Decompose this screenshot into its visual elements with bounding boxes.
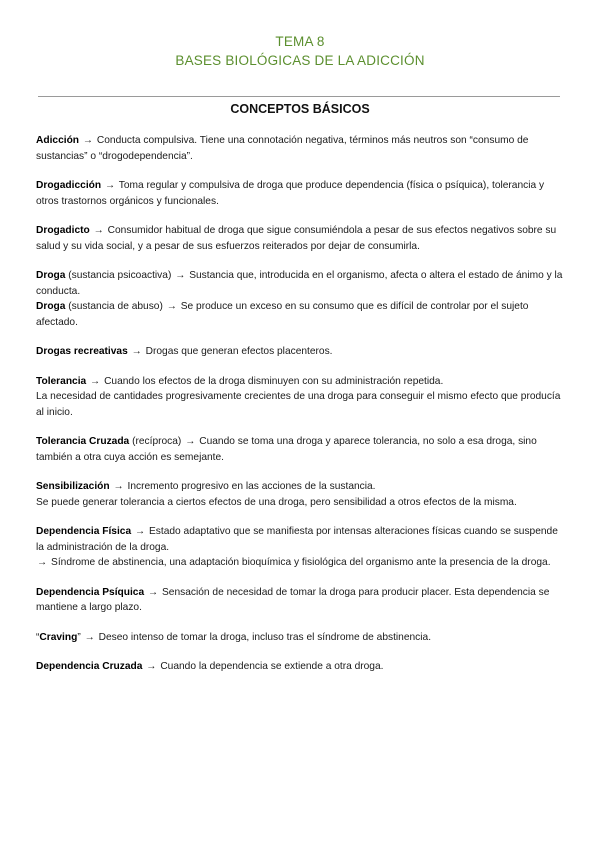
concept-term: Drogadicción: [36, 180, 102, 191]
concept-definition: [36, 223, 566, 254]
concept-term: Droga: [36, 270, 66, 281]
arrow-icon: →: [147, 586, 159, 598]
concept-definition: [36, 268, 566, 299]
concept-definition: [36, 434, 566, 465]
concept-term: Adicción: [36, 135, 80, 146]
concept-drogadicto: [36, 223, 566, 254]
concept-definition: [36, 133, 566, 164]
concept-extra-text: Síndrome de abstinencia, una adaptación bioquímica y fisiológica del organismo ante la presencia de la droga.: [51, 557, 551, 568]
concept-extra: [36, 555, 566, 571]
arrow-icon: →: [93, 225, 104, 236]
concept-droga: [36, 268, 566, 330]
arrow-icon: →: [37, 557, 48, 568]
quote-open: “: [36, 631, 40, 643]
concept-term: Droga: [36, 301, 66, 312]
concept-drogadiccion: [36, 178, 566, 209]
concept-qualifier: (recíproca): [132, 436, 182, 447]
concept-qualifier: (sustancia psicoactiva): [68, 270, 172, 281]
concept-term: Dependencia Física: [36, 526, 132, 537]
concept-term: Sensibilización: [36, 481, 110, 492]
concept-definition: [36, 630, 566, 646]
topic-title: BASES BIOLÓGICAS DE LA ADICCIÓN: [175, 53, 425, 68]
concept-tolerancia-cruzada: [36, 434, 566, 465]
concept-term: Tolerancia Cruzada: [36, 436, 130, 447]
concept-text: Consumidor habitual de droga que sigue consumiéndola a pesar de sus efectos negativos sobre su salud y su vida social, y a pesar de sus esfuerzos reiterados por dejar de consumirla.: [36, 225, 557, 252]
concept-term: Drogas recreativas: [36, 346, 128, 357]
concept-text: Se produce un exceso en su consumo que es difícil de controlar por el sujeto afectado.: [36, 301, 529, 328]
concept-extra: Se puede generar tolerancia a ciertos efectos de una droga, pero sensibilidad a otros efectos de la misma.: [36, 496, 517, 508]
concept-definition-2: [36, 299, 566, 330]
arrow-icon: →: [146, 661, 157, 672]
concept-dependencia-fisica: [36, 524, 566, 571]
concept-craving: [36, 630, 566, 646]
concept-definition: [36, 585, 566, 616]
concept-definition: [36, 374, 566, 390]
concept-extra: La necesidad de cantidades progresivamente crecientes de una droga para conseguir el mismo efecto que producía al inicio.: [36, 391, 561, 418]
arrow-icon: →: [175, 270, 186, 281]
arrow-icon: →: [84, 631, 95, 643]
concept-adiccion: [36, 133, 566, 164]
concept-term: Dependencia Psíquica: [36, 586, 145, 598]
concept-definition: [36, 524, 566, 555]
concept-term: Tolerancia: [36, 375, 87, 387]
concept-text: Conducta compulsiva. Tiene una connotación negativa, términos más neutros son “consumo de sustancias” o “drogodependencia”.: [36, 135, 529, 162]
concept-qualifier: (sustancia de abuso): [68, 301, 163, 312]
concept-dependencia-cruzada: [36, 659, 566, 675]
concept-term: Drogadicto: [36, 225, 90, 236]
arrow-icon: →: [82, 135, 94, 146]
concept-text: Sustancia que, introducida en el organismo, afecta o altera el estado de ánimo y la conducta.: [36, 270, 563, 297]
concept-text: Drogas que generan efectos placenteros.: [145, 346, 333, 357]
concept-text: Toma regular y compulsiva de droga que produce dependencia (física o psíquica), tolerancia y otros trastornos orgánicos y funcionales.: [36, 180, 545, 207]
concept-text: Cuando la dependencia se extiende a otra droga.: [160, 661, 384, 672]
concept-drogas-recreativas: [36, 344, 566, 360]
concept-text: Incremento progresivo en las acciones de la sustancia.: [127, 481, 376, 492]
arrow-icon: →: [166, 301, 177, 312]
concept-term: Craving: [39, 631, 78, 643]
topic-number: TEMA 8: [275, 34, 325, 49]
arrow-icon: →: [131, 346, 142, 357]
arrow-icon: →: [185, 436, 196, 447]
concept-term: Dependencia Cruzada: [36, 661, 143, 672]
concept-text: Deseo intenso de tomar la droga, incluso tras el síndrome de abstinencia.: [98, 631, 432, 643]
section-title: CONCEPTOS BÁSICOS: [230, 102, 370, 116]
concept-definition: [36, 479, 566, 495]
concept-sensibilizacion: [36, 479, 566, 510]
arrow-icon: →: [104, 180, 116, 191]
arrow-icon: →: [90, 375, 101, 387]
concept-text: Estado adaptativo que se manifiesta por intensas alteraciones físicas cuando se suspende la administración de la droga.: [36, 526, 558, 553]
concept-text: Sensación de necesidad de tomar la droga para producir placer. Esta dependencia se mantiene a largo plazo.: [36, 586, 550, 613]
header-divider: [38, 96, 560, 97]
concept-definition: [36, 178, 566, 209]
concepts-list: [36, 133, 566, 689]
concept-text: Cuando se toma una droga y aparece tolerancia, no solo a esa droga, sino también a otra cuya acción es semejante.: [36, 436, 537, 463]
concept-definition: [36, 344, 566, 360]
arrow-icon: →: [113, 481, 124, 492]
concept-dependencia-psiquica: [36, 585, 566, 616]
concept-text: Cuando los efectos de la droga disminuyen con su administración repetida.: [104, 375, 444, 387]
arrow-icon: →: [134, 526, 146, 537]
document-header: [0, 32, 600, 70]
concept-definition: [36, 659, 566, 675]
concept-tolerancia: [36, 374, 566, 421]
quote-close: ”: [77, 631, 81, 643]
